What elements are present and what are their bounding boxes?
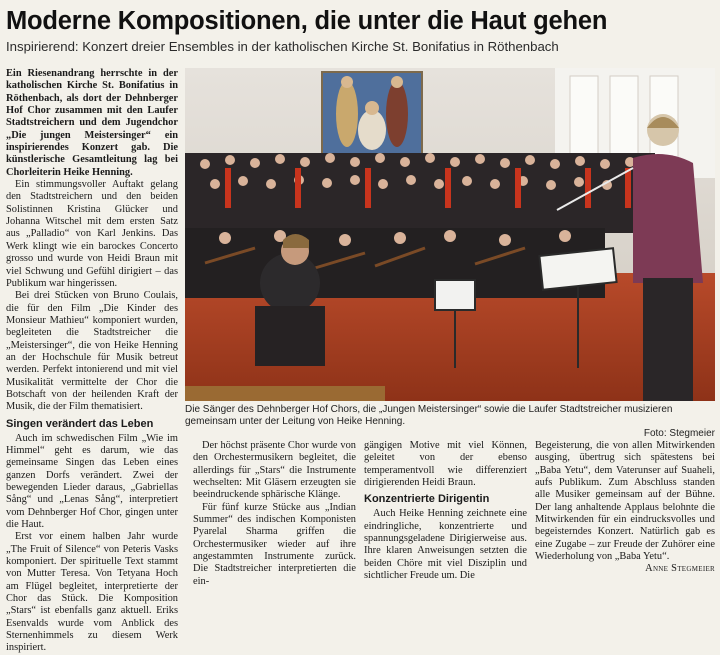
section-heading: Konzentrierte Dirigentin [364, 493, 490, 506]
article-paragraph: Erst vor einem halben Jahr wurde „The Fruit of Silence“ von Peteris Vasks komponiert. Der spirituelle Text stammt von Mutter Teresa. Von Tetyana Hoch am Flügel begleitet, interpretierte der Chor das Stück. Die Komposition „Stars“ ist ebenfalls ganz aktuell. Eriks Esenvalds wurde vom Anblick des Sternenhimmels zu diesem Werk inspiriert. [6, 531, 178, 654]
article-paragraph: Auch Heike Henning zeichnete eine eindringliche, konzentrierte und spannungsgeladene Dirigierweise aus. Ihre klaren Anweisungen setzten die beiden Chöre mit viel Disziplin und sichtlicher Freude um. Die [364, 508, 527, 582]
section-heading: Singen verändert das Leben [6, 417, 154, 430]
article-column-1 [6, 68, 178, 654]
article-column-4 [535, 440, 715, 575]
article-paragraph: Ein stimmungsvoller Auftakt gelang den Stadtstreichern und den beiden Solistinnen Kristina Glücker und Johanna Witschel mit dem ersten Satz aus „Palladio“ von Karl Jenkins. Das Werk klingt wie ein barockes Concerto grosso und wurde von Heidi Braun mit viel Schwung und Gefühl dirigiert – das Publikum war hingerissen. [6, 179, 178, 289]
article-column-3 [364, 440, 527, 582]
article-subheadline: Inspirierend: Konzert dreier Ensembles in der katholischen Kirche St. Bonifatius in Röthenbach [6, 39, 559, 54]
article-lead: Ein Riesenandrang herrschte in der katholischen Kirche St. Bonifatius in Röthenbach, als dort der Dehnberger Hof Chor zusammen mit den Laufer Stadtstreichern und dem Jugendchor „Die jungen Meistersinger“ ein inspirierendes Konzert gab. Die künstlerische Gesamtleitung lag bei Chorleiterin Heike Henning. [6, 68, 178, 178]
article-paragraph: gängigen Motive mit viel Können, geleitet von der ebenso temperamentvoll wie differenziert dirigierenden Heidi Braun. [364, 440, 527, 489]
article-paragraph: Für fünf kurze Stücke aus „Indian Summer“ des indischen Komponisten Pyarelal Sharma griffen die Orchestermusiker wieder auf ihre angestammten Instrumente zurück. Die Stadtstreicher interpretierten die ein- [193, 501, 356, 587]
article-paragraph: Der höchst präsente Chor wurde von den Orchestermusikern begleitet, die allerdings für „Stars“ die Instrumente wechselten: Mit Gläsern erzeugten sie beeindruckende sphärische Klänge. [193, 440, 356, 501]
article-headline: Moderne Kompositionen, die unter die Haut gehen [6, 7, 608, 35]
photo-caption [185, 404, 715, 440]
article-paragraph: Auch im schwedischen Film „Wie im Himmel“ geht es darum, wie das gemeinsame Singen das Leben eines ganzen Dorfs verändert. Zwei der bewegenden Lieder daraus, „Gabriellas Sång“ und „Lenas Sång“, interpretiert vom Dehnberger Hof Chor, gingen unter die Haut. [6, 432, 178, 531]
author-byline: Anne Stegmeier [645, 563, 715, 575]
concert-photo [185, 68, 715, 401]
caption-text: Die Sänger des Dehnberger Hof Chors, die „Jungen Meistersinger“ sowie die Laufer Stadtstreicher musizieren gemeinsam unter der Leitung von Heike Henning. [185, 404, 673, 427]
article-paragraph: Bei drei Stücken von Bruno Coulais, die für den Film „Die Kinder des Monsieur Mathieu“ komponiert wurden, begleiteten die Stadtstreicher die „Meistersinger“, die von Heike Henning an der Hochschule für Musik betreut werden. Perfekt intonierend und mit viel Musikalität vermittelte der Chor die Botschaft von der heilenden Kraft der Musik, die der Film thematisiert. [6, 290, 178, 413]
article-column-2 [193, 440, 356, 587]
article-paragraph: Begeisterung, die von allen Mitwirkenden ausging, übertrug sich spätestens bei „Baba Yetu“, dem Vaterunser auf Suaheli, aufs Publikum. Zum Abschluss standen alle Musiker gemeinsam auf der Bühne. Der lang anhaltende Applaus belohnte die Mitwirkenden für ein eindrucksvolles und begeisterndes Konzert. Natürlich gab es eine Zugabe – zur Freude der Zuhörer eine Wiederholung von „Baba Yetu“. [535, 440, 715, 563]
photo-credit: Foto: Stegmeier [643, 428, 715, 439]
